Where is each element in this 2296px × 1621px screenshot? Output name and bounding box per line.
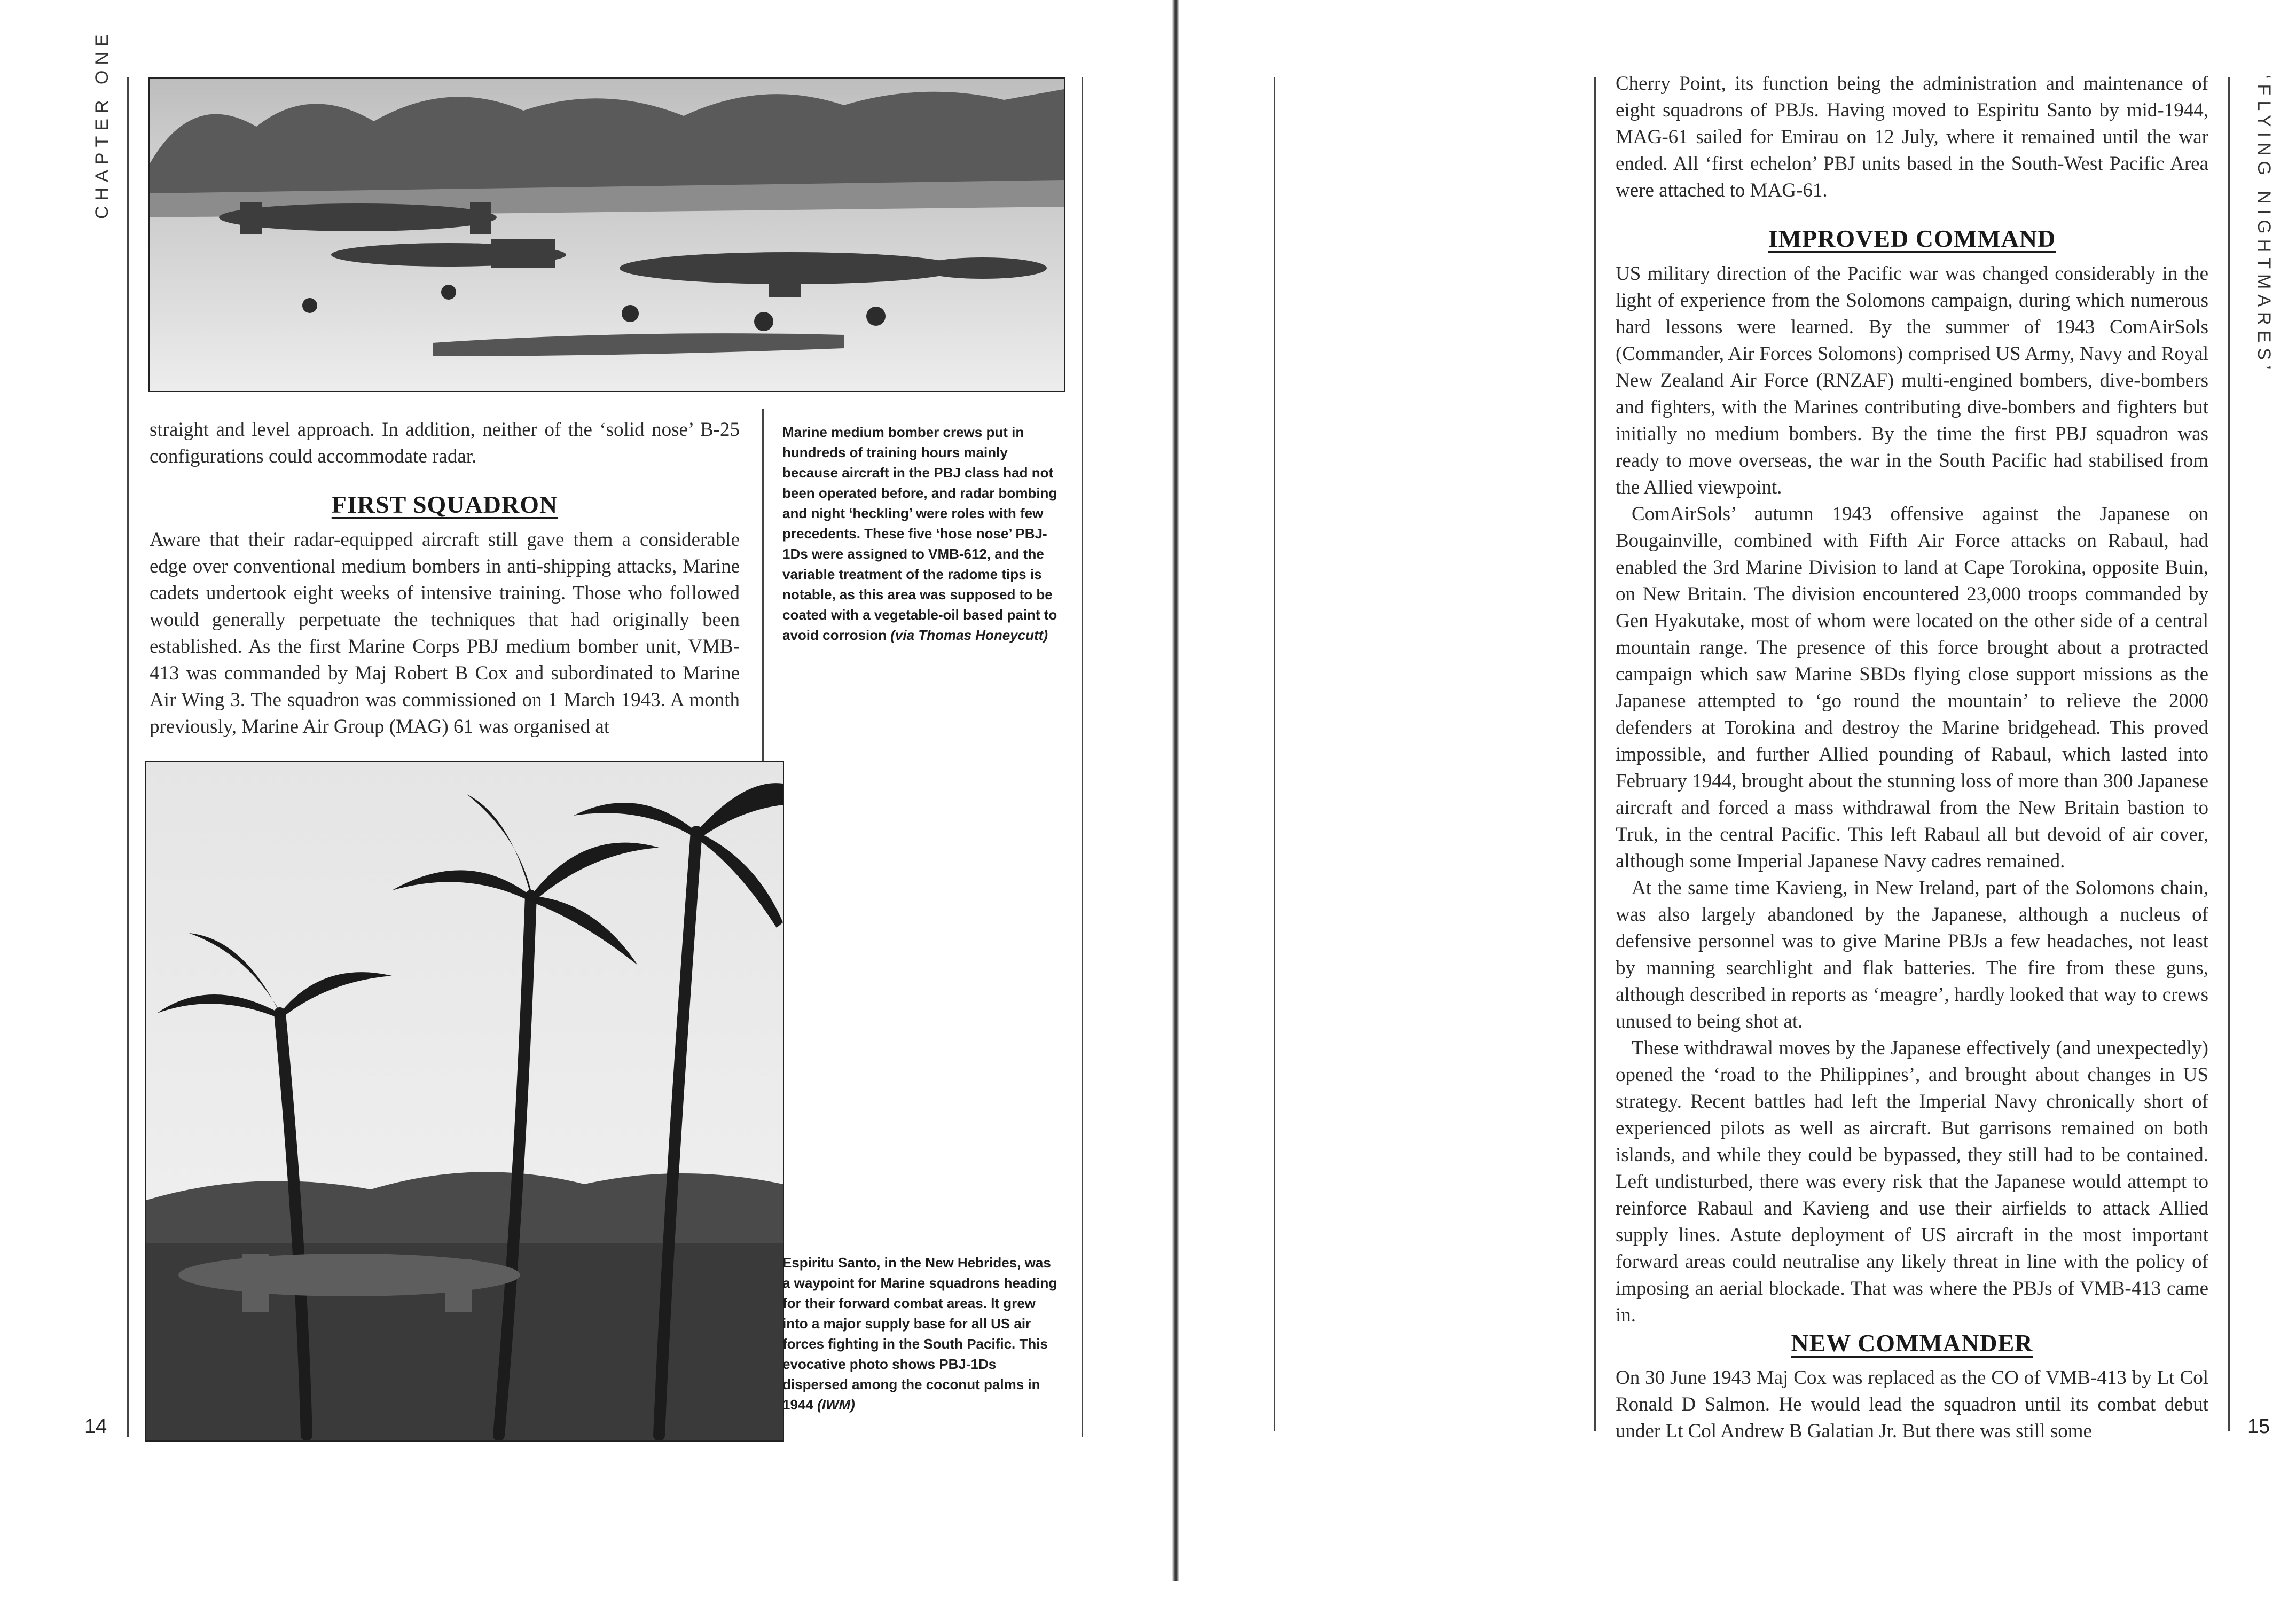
espiritu-santo-photo: [145, 761, 784, 1442]
right-text-left-rule: [1594, 77, 1596, 1431]
right-running-head: ‘FLYING NIGHTMARES’: [2254, 75, 2274, 375]
left-margin-rule: [127, 77, 129, 1437]
first-squadron-heading: FIRST SQUADRON: [331, 491, 558, 518]
ic-paragraph-3: At the same time Kavieng, in New Ireland, part of the Solomons chain, was also largely abandoned by the Japanese, although a nucleus of defensive personnel was to give Marine PBJs a few headaches, not least by manning searchlight and flak batteries. The fire from these guns, although described in reports as ‘meagre’, hardly looked that way to crews unused to being shot at.: [1616, 877, 2208, 1032]
bottom-caption-text: Espiritu Santo, in the New Hebrides, was a waypoint for Marine squadrons heading for their forward combat areas. It grew into a major supply base for all US air forces fighting in the South Pacific. This evocative photo shows PBJ-1Ds dispersed among the coconut palms in 1944: [782, 1255, 1057, 1413]
right-opening-paragraph: Cherry Point, its function being the administration and maintenance of eight squadrons of PBJs. Having moved to Espiritu Santo by mid-1944, MAG-61 sailed for Emirau on 12 July, where it remained until the war ended. All ‘first echelon’ PBJ units based in the South-West Pacific Area were attached to MAG-61.: [1616, 73, 2208, 201]
new-commander-paragraph: On 30 June 1943 Maj Cox was replaced as the CO of VMB-413 by Lt Col Ronald D Salmon. He would lead the squadron until its combat debut under Lt Col Andrew B Galatian Jr. But there was still some: [1616, 1367, 2208, 1442]
new-commander-heading: NEW COMMANDER: [1791, 1329, 2033, 1357]
right-margin-rule: [2228, 77, 2230, 1431]
top-photo-caption: [782, 422, 1060, 645]
aircraft-airfield-photo: [148, 77, 1065, 392]
ic-paragraph-4: These withdrawal moves by the Japanese effectively (and unexpectedly) opened the ‘road to the Philippines’, and brought about changes in US strategy. Recent battles had left the Imperial Navy chronically short of experienced pilots as well as aircraft. But garrisons remained on both islands, and while they could be bypassed, they still had to be contained. Left undisturbed, there was every risk that the Japanese would attempt to reinforce Rabaul and Kavieng and use their airfields to attack Allied supply lines. Astute deployment of US aircraft in the most important forward areas could neutralise any likely threat in line with the policy of imposing an aerial blockade. That was where the PBJs of VMB-413 came in.: [1616, 1037, 2208, 1326]
ic-paragraph-1: US military direction of the Pacific war was changed considerably in the light of experience from the Solomons campaign, during which numerous hard lessons were learned. By the summer of 1943 ComAirSols (Commander, Air Forces Solomons) comprised US Army, Navy and Royal New Zealand Air Force (RNZAF) multi-engined bombers, dive-bombers and fighters, with the Marines contributing dive-bombers and fighters but initially no medium bombers. By the time the first PBJ squadron was ready to move overseas, the war in the South Pacific had stabilised from the Allied viewpoint.: [1616, 263, 2208, 498]
improved-command-heading: IMPROVED COMMAND: [1768, 225, 2056, 252]
left-page-number: 14: [84, 1415, 107, 1438]
left-page-outer-rule: [1082, 77, 1083, 1437]
first-squadron-paragraph: Aware that their radar-equipped aircraft still gave them a considerable edge over conventional medium bombers in anti-shipping attacks, Marine cadets undertook eight weeks of intensive training. Those who followed would generally perpetuate the techniques that had originally been established. As the first Marine Corps PBJ medium bomber unit, VMB-413 was commanded by Maj Robert B Cox and subordinated to Marine Air Wing 3. The squadron was commissioned on 1 March 1943. A month previously, Marine Air Group (MAG) 61 was organised at: [150, 529, 740, 738]
book-gutter: [1172, 0, 1179, 1581]
bottom-photo-caption: [782, 1252, 1060, 1415]
palm-trees-illustration: [146, 762, 783, 1440]
top-caption-text: Marine medium bomber crews put in hundreds of training hours mainly because aircraft in the PBJ class had not been operated before, and radar bombing and night ‘heckling’ were roles with few precedents. These five ‘hose nose’ PBJ-1Ds were assigned to VMB-612, and the variable treatment of the radome tips is notable, as this area was supposed to be coated with a vegetable-oil based paint to avoid corrosion: [782, 424, 1057, 643]
bottom-caption-credit: (IWM): [817, 1397, 855, 1413]
right-page-inner-rule: [1274, 77, 1275, 1431]
ic-paragraph-2: ComAirSols’ autumn 1943 offensive against the Japanese on Bougainville, combined with Fifth Air Force attacks on Rabaul, had enabled the 3rd Marine Division to land at Cape Torokina, opposite Buin, on New Britain. The division encountered 23,000 troops commanded by Gen Hyakutake, most of whom were located on the other side of a central mountain range. The presence of this force brought about a protracted campaign which saw Marine SBDs flying close support missions as the Japanese attempted to ‘go round the mountain’ to relieve the 2000 defenders at Torokina and destroy the Marine bridgehead. This proved impossible, and further Allied pounding of Rabaul, which lasted into February 1944, brought about the stunning loss of more than 300 Japanese aircraft and forced a mass withdrawal from the New Britain bastion to Truk, in the central Pacific. This left Rabaul all but devoid of air cover, although some Imperial Japanese Navy cadres remained.: [1616, 503, 2208, 872]
left-running-head: CHAPTER ONE: [92, 29, 112, 219]
improved-command-body: [1616, 261, 2208, 1329]
top-caption-credit: (via Thomas Honeycutt): [890, 627, 1048, 643]
right-page-number: 15: [2247, 1415, 2270, 1438]
airfield-illustration: [150, 79, 1064, 391]
left-intro-paragraph: straight and level approach. In addition, neither of the ‘solid nose’ B-25 configurations could accommodate radar.: [150, 419, 740, 467]
